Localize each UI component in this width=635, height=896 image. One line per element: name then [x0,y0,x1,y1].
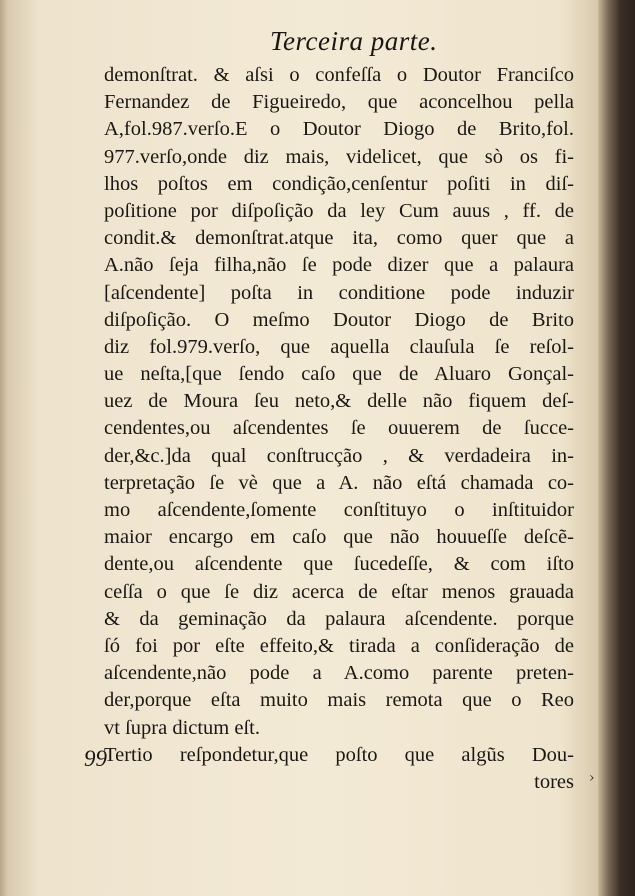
text-line: aſcendente,não pode a A.como parente preten- [104,662,574,685]
text-line: ſó foi por eſte effeito,& tirada a conſideração de [104,634,574,657]
text-line: der,&c.]da qual conſtrucção , & verdadeira in- [104,444,574,467]
text-line: vt ſupra dictum eſt. [104,716,260,739]
running-head: Terceira parte. [270,26,438,56]
text-line: diz fol.979.verſo, que aquella clauſula ſe reſol- [104,335,574,358]
text-line: 977.verſo,onde diz mais, videlicet, que sò os fi- [104,145,574,168]
text-line: terpretação ſe vè que a A. não eſtá chamada co- [104,471,574,494]
edge-mark: › [589,770,595,786]
text-line: Tertio reſpondetur,que poſto que algũs Dou- [104,743,574,766]
page-gutter-edge [598,0,635,896]
text-line: diſpoſição. O meſmo Doutor Diogo de Brito [104,308,574,331]
text-line: poſitione por diſpoſição da ley Cum auus , ff. de [104,199,574,222]
text-line: Fernandez de Figueiredo, que aconcelhou pella [104,91,574,114]
catchword: tores [534,770,574,793]
text-line: mo aſcendente,ſomente conſtituyo o inſtituidor [104,499,574,521]
text-line: & da geminação da palaura aſcendente. porque [104,607,574,630]
text-line: cendentes,ou aſcendentes ſe ouuerem de ſucce- [104,417,574,440]
text-line: maior encargo em caſo que não houueſſe deſcẽ- [104,526,574,549]
text-line: A.não ſeja filha,não ſe pode dizer que a palaura [104,254,574,277]
text-line: condit.& demonſtrat.atque ita, como quer que a [104,227,574,250]
text-line: uez de Moura ſeu neto,& delle não fiquem deſ- [104,390,574,413]
text-line: demonſtrat. & aſsi o confeſſa o Doutor Franciſco [104,64,574,86]
text-line: ue neſta,[que ſendo caſo que de Aluaro Gonçal- [104,363,574,386]
text-line: dente,ou aſcendente que ſucedeſſe, & com iſto [104,553,574,576]
text-line: der,porque eſta muito mais remota que o Reo [104,689,574,712]
margin-paragraph-number: 99 [84,746,107,771]
text-line: lhos poſtos em condição,cenſentur poſiti in diſ- [104,172,574,195]
text-line: A,fol.987.verſo.E o Doutor Diogo de Brito,fol. [104,118,574,141]
text-line: ceſſa o que ſe diz acerca de eſtar menos grauada [104,580,574,603]
body-text [104,62,574,796]
text-line: [aſcendente] poſta in conditione pode induzir [104,281,574,304]
